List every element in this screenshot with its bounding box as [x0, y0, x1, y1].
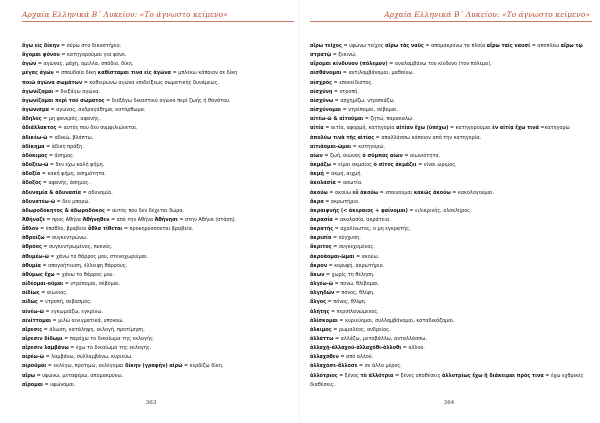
entry-term: αἰδώς: [22, 299, 38, 306]
entry-term: δίκην (γραφήν) αἱρῶ: [125, 363, 183, 370]
glossary-entry: [22, 271, 294, 280]
entry-definition: = ακούω.: [354, 253, 380, 260]
entry-term: ἀλλάττω: [310, 336, 334, 342]
glossary-entry: [22, 88, 294, 97]
entry-term: αἰνέω-ῶ: [22, 308, 44, 315]
entry-definition: = δεν μπορώ.: [55, 198, 91, 205]
entry-term: αἵρεσιν λαμβάνω: [22, 345, 69, 352]
entry-definition: = στην Αθήνα (στάση).: [177, 216, 237, 223]
entry-definition: = άλωση, κατάληψη, εκλογή, προτίμηση.: [42, 326, 145, 333]
glossary-entry: [310, 79, 592, 88]
entry-term: ὁ σύμπας αἰών: [362, 152, 403, 159]
entry-definition: = αντιλαμβάνομαι, μαθαίνω.: [341, 70, 415, 77]
glossary-entry: [310, 124, 592, 142]
entry-term: ἀκμάζω: [310, 162, 331, 169]
glossary-entry: [310, 189, 592, 198]
glossary-entry: [22, 262, 294, 271]
glossary-entry: [310, 253, 592, 262]
entry-term: ἄκρα: [310, 198, 324, 205]
entry-definition: = ακούω: [327, 189, 353, 196]
glossary-entry: [310, 69, 592, 78]
entry-definition: = συγκεχυμένος.: [331, 244, 375, 251]
glossary-entry: [22, 243, 294, 252]
entry-definition: = συγκεντρώνω.: [44, 235, 88, 242]
entry-definition: = ξένες υποθέσεις: [393, 372, 443, 379]
entry-definition: = είμαι ακμαίος: [330, 162, 374, 169]
entry-term: ἀλγηδών: [310, 290, 335, 297]
entry-definition: = πονώ, θλίβομαι.: [333, 281, 380, 288]
entry-term: αἵρεσιν δίδωμι: [22, 336, 63, 342]
entry-term: ἀπολύω τινὰ τῆς αἰτίας: [310, 134, 375, 141]
entry-term: αἰτίαν ἔχω (ὑπέχω): [396, 125, 449, 132]
entry-term: ἐν αἰτίᾳ ἔχω τινά: [492, 125, 539, 132]
glossary-entry: [22, 97, 294, 106]
glossary-entry: [310, 344, 592, 353]
glossary-entry: [310, 289, 592, 298]
glossary-entry: [310, 353, 592, 362]
glossary-entry: [22, 198, 294, 207]
entry-definition: = κατηγορούμαι: [448, 125, 493, 132]
entry-definition: = απομακρύνω τα πλοία: [423, 43, 487, 49]
entry-term: ἀλλοτρίως ἔχω ἢ διάκειμαι πρός τινα: [442, 372, 544, 379]
glossary-entry: [310, 42, 592, 60]
glossary-entry: [310, 280, 592, 289]
entry-term: ἀθυμία: [22, 262, 41, 269]
entry-definition: = σπουδαία δίκη: [53, 70, 98, 77]
entry-definition: = ξεκινώ.: [331, 52, 357, 59]
glossary-entry: [310, 143, 592, 152]
glossary-entry: [310, 234, 592, 243]
entry-term: αἰσχύνω: [310, 97, 334, 104]
entry-term: ἀκούω: [310, 189, 328, 196]
glossary-entry: [22, 253, 294, 262]
entry-definition: = αλλού.: [401, 345, 425, 352]
entry-definition: =κατηγορώ: [538, 125, 570, 132]
entry-term: αἴρομαι: [22, 381, 43, 388]
glossary-entry: [22, 115, 294, 124]
entry-term: ἀδόκιμος: [22, 152, 48, 159]
glossary-entry: [310, 198, 592, 207]
glossary-entry: [22, 106, 294, 115]
entry-definition: = κυριεύομαι, συλλαμβάνομαι, καταδικάζομαι.: [337, 317, 455, 324]
entry-definition: = αυτός που δεν δέχεται δώρα.: [104, 207, 185, 214]
entry-term: ἀκρασία: [310, 216, 333, 223]
entry-term: αἴρω τὰς ναῦς: [385, 43, 424, 49]
glossary-list: [310, 42, 592, 390]
entry-term: ὁ σῖτος ἀκμάζει: [373, 162, 417, 169]
page-number: 363: [145, 400, 157, 406]
entry-definition: = καθιερώνω αγώνα επιδείξεως σωματικής δυνάμεως.: [82, 79, 220, 86]
glossary-entry: [22, 234, 294, 243]
entry-definition: = από αλλού.: [338, 354, 374, 361]
glossary-entry: [310, 60, 592, 69]
entry-definition: = εκλέγω, προτιμώ, εκλέγομαι: [46, 363, 126, 370]
entry-definition: = έχω εχθρικές διαθέσεις.: [310, 372, 584, 388]
entry-term: ἀδίκημα: [22, 143, 45, 150]
glossary-entry: [310, 161, 592, 170]
entry-definition: = μιλώ αινιγματικά, υπονοώ.: [50, 317, 124, 324]
entry-definition: = περιπλανώμενος.: [329, 308, 379, 315]
entry-definition: = αναλαμβάνω τον κίνδυνο (τον πόλεμο).: [387, 61, 492, 68]
entry-term: ἀκμή: [310, 171, 324, 178]
entry-definition: = ακολασία, ακράτεια.: [332, 216, 391, 223]
entry-definition: = αλλάζω, μεταβάλλω, ανταλλάσσω.: [333, 336, 427, 342]
entry-term: αἰνίττομαι: [22, 317, 51, 324]
entry-definition: = ασωτία.: [335, 180, 363, 187]
entry-definition: = χάνω το θάρρος μου.: [54, 271, 115, 278]
entry-definition: = ζητώ, παρακαλώ.: [363, 116, 414, 123]
entry-definition: = ασχημίζω, ντροπιάζω.: [333, 97, 396, 104]
entry-definition: = προς Αθήνα: [44, 216, 83, 223]
glossary-entry: [310, 225, 592, 234]
entry-term: αἱρέω-ῶ: [22, 354, 45, 361]
running-head: Αρχαία Ελληνικά Β΄ Λυκείου: «Το άγνωστο κείμενο»: [22, 10, 228, 19]
entry-term: ἀλλαχῇ-ἀλλαχοῦ-ἀλλαχόθι-ἀλλοθι: [310, 345, 402, 352]
entry-definition: = αφανής, άσημος.: [41, 180, 90, 187]
glossary-entry: [310, 106, 592, 115]
entry-term: καθίσταμαι τινα εἰς ἀγῶνα: [97, 70, 172, 77]
glossary-entry: [310, 308, 592, 317]
entry-definition: = κατηγορούμαι για φόνο.: [59, 52, 127, 59]
entry-term: ἀθροίζω: [22, 235, 45, 242]
entry-definition: = αποπλέω: [530, 43, 561, 49]
glossary-entry: [310, 335, 592, 344]
glossary-list: [22, 42, 294, 390]
entry-term: αἱροῦμαι: [22, 363, 47, 370]
entry-definition: = λαμβάνω, συλλαμβάνω, κυριεύω.: [44, 354, 133, 361]
entry-term: ἄλγος: [310, 299, 327, 306]
entry-definition: = έπαθλο, βραβείο: [38, 226, 88, 233]
glossary-entry: [22, 179, 294, 188]
entry-term: ἀθρόος: [22, 244, 42, 251]
entry-term: αἰτιάομαι-ῶμαι: [310, 143, 352, 150]
entry-definition: = σε άλλο μέρος.: [357, 363, 402, 370]
entry-term: ἀδυναμία & ἀδυνασία: [22, 189, 82, 196]
entry-definition: = υψώνομαι.: [43, 381, 76, 388]
glossary-entry: [22, 124, 294, 133]
entry-term: ἀθυμέω-ῶ: [22, 253, 49, 260]
glossary-entry: [22, 51, 294, 60]
glossary-entry: [22, 353, 294, 362]
glossary-entry: [22, 42, 294, 51]
glossary-entry: [310, 317, 592, 326]
entry-definition: = αδικώ, βλάπτω.: [47, 134, 94, 141]
entry-term: μέγας ἀγών: [22, 70, 54, 77]
entry-definition: = αυτός που δεν συμφιλιώνεται.: [56, 125, 138, 132]
entry-definition: = μπλέκω κάποιον σε δίκη: [171, 70, 238, 77]
entry-definition: = ντροπή.: [332, 88, 359, 95]
entry-definition: = σύγχυση.: [331, 235, 361, 242]
entry-term: ἆθλα τίθεται: [87, 226, 123, 233]
entry-term: ἀκρατής: [310, 226, 334, 233]
entry-definition: = ακρωτήριο.: [323, 198, 360, 205]
entry-term: ἀδυνατέω-ῶ: [22, 198, 56, 205]
entry-definition: = πόνος, θλίψη.: [334, 290, 375, 297]
entry-definition: = αιώνιος.: [39, 290, 68, 297]
entry-term: ἀδικέω-ῶ: [22, 134, 48, 141]
glossary-entry: [310, 207, 592, 216]
header-rule: [22, 21, 294, 22]
glossary-entry: [310, 243, 592, 252]
glossary-entry: [22, 69, 294, 78]
entry-term: Ἀθήνησι: [154, 216, 178, 223]
glossary-entry: [310, 362, 592, 371]
glossary-entry: [310, 88, 592, 97]
entry-term: αἰσθάνομαι: [310, 70, 342, 77]
entry-definition: = προκηρύσσονται βραβεία.: [122, 226, 194, 233]
entry-term: ἀδοξία: [22, 171, 41, 178]
entry-definition: = από την Αθήνα: [109, 216, 155, 223]
entry-term: ἀκολασία: [310, 180, 336, 187]
entry-definition: = άδικη πράξη.: [44, 143, 84, 150]
glossary-entry: [310, 298, 592, 307]
glossary-entry: [22, 381, 294, 390]
entry-term: ἀγών: [22, 61, 37, 68]
entry-term: ἀλήτης: [310, 308, 330, 315]
glossary-entry: [22, 335, 294, 344]
entry-definition: = είναι ώριμος.: [416, 162, 457, 169]
entry-definition: = κακολογούμαι.: [450, 189, 495, 196]
entry-definition: = επονείδιστος.: [332, 79, 373, 86]
entry-term: αἰτέω-ῶ & αἰτοῦμαι: [310, 116, 364, 123]
entry-term: ἄκρον: [310, 262, 328, 269]
entry-term: ἀλλότριος: [310, 372, 338, 379]
entry-term: ἄδοξος: [22, 180, 42, 187]
glossary-entry: [310, 115, 592, 124]
entry-definition: = ειλικρινής, ολόκληρος.: [407, 207, 472, 214]
entry-term: Ἀθήναζε: [22, 216, 45, 223]
entry-term: ἁλίσκομαι: [310, 317, 338, 324]
entry-term: ἀγώνισμα: [22, 107, 49, 114]
entry-definition: = κερδίζω δίκη.: [182, 363, 224, 370]
entry-definition: = υψώνω τείχος: [341, 43, 386, 49]
glossary-entry: [22, 170, 294, 179]
entry-definition: = απαλλάσσω κάποιον από την κατηγορία.: [374, 134, 482, 141]
entry-definition: = συγκεντρωμένος, πυκνός.: [41, 244, 113, 251]
glossary-entry: [22, 362, 294, 371]
glossary-entry: [310, 179, 592, 188]
entry-term: ἀλκιμος: [310, 326, 332, 333]
entry-definition: = κατηγορώ.: [351, 143, 386, 150]
entry-term: αἵρεσις: [22, 326, 43, 333]
glossary-entry: [22, 317, 294, 326]
entry-term: ἀγωνίζομαι περὶ τοῦ σώματος: [22, 97, 105, 104]
entry-term: ἆθλον: [22, 226, 39, 233]
entry-term: αἴρω ταῖς ναυσί: [486, 43, 531, 49]
entry-definition: = αγώνας, μάχη, αμιλλα, σπάδιο, δίκη.: [36, 61, 134, 68]
entry-definition: = διεξάγω αγώνα.: [53, 88, 101, 95]
glossary-entry: [22, 308, 294, 317]
entry-definition: = κακή φήμη, ασημότητα.: [40, 171, 107, 178]
glossary-entry: [22, 298, 294, 307]
entry-term: Ἀθήνηθεν: [82, 216, 110, 223]
entry-term: ἀγωνίζομαι: [22, 88, 54, 95]
glossary-entry: [22, 134, 294, 143]
entry-term: αἴρω τῷ στρατῷ: [310, 43, 583, 59]
entry-term: ἀδοξέω-ῶ: [22, 162, 49, 169]
glossary-entry: [22, 225, 294, 234]
entry-term: αἴρω: [22, 372, 36, 379]
glossary-entry: [310, 326, 592, 335]
glossary-entry: [22, 79, 294, 88]
glossary-entry: [310, 372, 592, 390]
entry-definition: = επαινούμαι: [378, 189, 414, 196]
entry-term: ἀκρισία: [310, 235, 332, 242]
entry-definition: = δεν έχω καλή φήμη.: [48, 162, 105, 169]
entry-definition: = ντροπή, σεβασμός.: [37, 299, 92, 306]
entry-definition: = ντρέπομαι, σέβομαι.: [63, 281, 121, 288]
glossary-entry: [22, 216, 294, 225]
entry-definition: = πόνος, θλίψη.: [326, 299, 367, 306]
entry-term: εὖ ἀκούω: [352, 189, 379, 196]
page-number: 364: [443, 400, 455, 406]
glossary-entry: [22, 280, 294, 289]
glossary-entry: [22, 372, 294, 381]
glossary-entry: [22, 289, 294, 298]
entry-term: ποιῶ ἀγῶνα σωμάτων: [22, 79, 83, 86]
entry-definition: = έχω το δικαίωμα της εκλογής.: [68, 345, 152, 352]
entry-definition: = υψώνω, μεταφέρω, απομακρύνω.: [35, 372, 124, 379]
running-head: Αρχαία Ελληνικά Β΄ Λυκείου: «Το άγνωστο κείμενο»: [384, 10, 590, 19]
glossary-entry: [22, 344, 294, 353]
entry-term: ἄκων: [310, 271, 325, 278]
entry-definition: = αδυναμία.: [81, 189, 113, 196]
entry-term: ἄγομαι φόνου: [22, 52, 60, 59]
glossary-entry: [22, 143, 294, 152]
entry-definition: = άσημος.: [47, 152, 75, 159]
entry-term: τὸ ἀλλότρια: [360, 372, 394, 379]
glossary-entry: [22, 207, 294, 216]
entry-definition: = αιτία, αφορμή, κατηγορία: [323, 125, 397, 132]
entry-term: ἄδηλος: [22, 116, 42, 123]
entry-definition: = απογοήτευση, έλλειψη θάρρους.: [40, 262, 128, 269]
entry-definition: = κορυφή, ακρωτήριο.: [327, 262, 385, 269]
header-rule: [310, 21, 592, 22]
entry-definition: = χάνω το θάρρος μου, στενοχωριέμαι.: [48, 253, 149, 260]
entry-definition: = διεξάγω δικαστικό αγώνα περί ζωής ή θανάτου.: [104, 97, 231, 104]
entry-term: ἀδιάλλακτος: [22, 125, 57, 132]
entry-term: αἰών: [310, 152, 323, 159]
entry-definition: = αχαλίνωτος, ο μη εγκρατής.: [333, 226, 411, 233]
entry-definition: = ακμή, αιχμή.: [323, 171, 363, 178]
gutter: [299, 0, 300, 423]
glossary-entry: [310, 170, 592, 179]
entry-term: ἀκροάομαι-ῶμαι: [310, 253, 355, 260]
entry-term: ἀλγέω-ῶ: [310, 281, 334, 288]
right-page: [306, 0, 592, 423]
entry-term: ἀδωροδόκητος & ἀδωροδόκος: [22, 207, 105, 214]
entry-term: αἰδέομαι-οῦμαι: [22, 281, 64, 288]
entry-term: ἄγω εἰς δίκην: [22, 43, 60, 49]
glossary-entry: [22, 152, 294, 161]
entry-definition: = μη φανερός, αφανής.: [41, 116, 101, 123]
entry-definition: = ζωή, αιώνας: [322, 152, 363, 159]
glossary-entry: [310, 97, 592, 106]
entry-term: αἰσχρός: [310, 79, 332, 86]
entry-definition: = ντρέπομαι, σέβομαι.: [341, 107, 399, 114]
entry-definition: = εγκωμιάζω, εγκρίνω.: [43, 308, 103, 315]
left-page: [8, 0, 294, 423]
glossary-entry: [22, 326, 294, 335]
glossary-entry: [22, 161, 294, 170]
glossary-entry: [310, 152, 592, 161]
entry-definition: = σύρω στο δικαστήριο.: [59, 43, 122, 49]
entry-definition: = αιωνιότητα.: [402, 152, 441, 159]
glossary-entry: [310, 216, 592, 225]
entry-definition: = αγώνας, ανδραγάθημα, κατόρθωμα.: [48, 107, 146, 114]
entry-term: ἄκριτος: [310, 244, 332, 251]
entry-term: κακῶς ἀκούω: [413, 189, 451, 196]
glossary-entry: [22, 60, 294, 69]
entry-term: αἰδίως: [22, 290, 40, 297]
entry-term: αἰσχύνη: [310, 88, 333, 95]
glossary-entry: [310, 271, 592, 280]
entry-term: αἰσχύνομαι: [310, 107, 342, 114]
entry-term: ἀκραιφνής (< ἀκεραιος + φαίνομαι): [310, 207, 408, 214]
entry-definition: = χωρίς τη θέληση.: [324, 271, 375, 278]
entry-term: ἀλλαχόθεν: [310, 354, 339, 361]
entry-term: ἀλλαχόσε-ἄλλοσε: [310, 363, 358, 370]
entry-definition: = ξένος: [337, 372, 361, 379]
entry-term: αἴρω τεῖχος: [310, 43, 342, 49]
entry-definition: = ρωμαλέος, ανδρείος.: [331, 326, 391, 333]
entry-term: αἴρομαι κίνδυνον (πόλεμον): [310, 61, 388, 68]
glossary-entry: [22, 189, 294, 198]
entry-term: ἀθύμως ἔχω: [22, 271, 55, 278]
entry-definition: = παρέχω το δικαίωμα της εκλογής.: [62, 336, 155, 342]
glossary-entry: [310, 262, 592, 271]
entry-term: αἰτία: [310, 125, 324, 132]
